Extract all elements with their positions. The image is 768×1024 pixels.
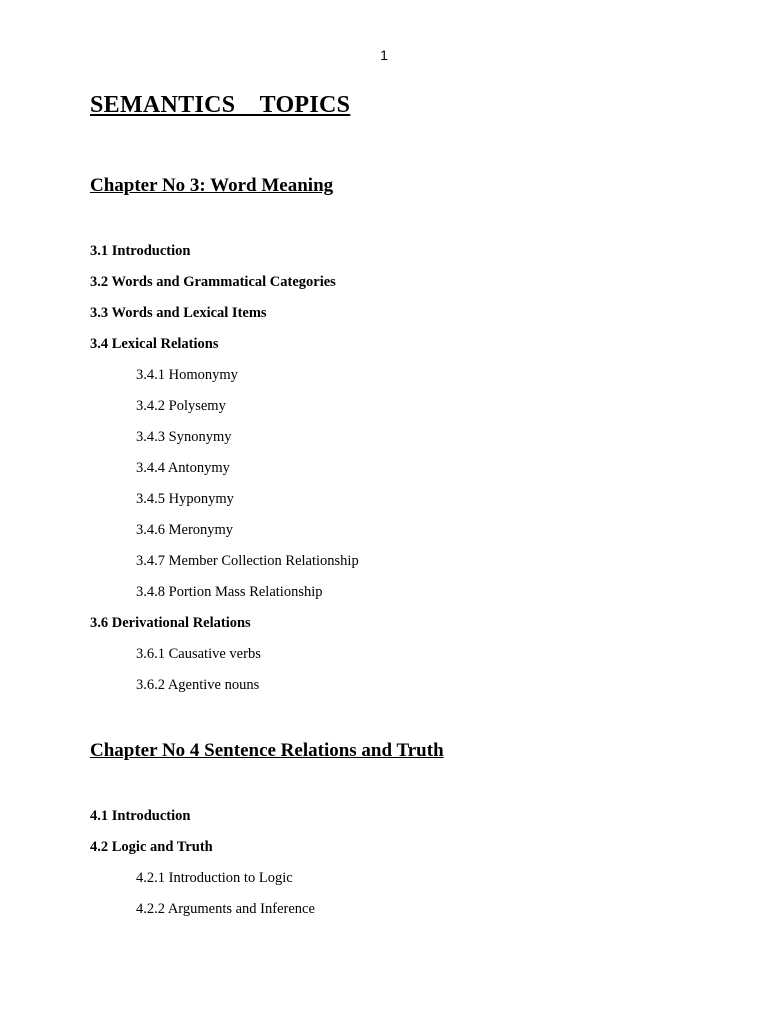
toc-section: 3.6 Derivational Relations [90,615,251,631]
toc-subsection: 3.4.1 Homonymy [136,367,238,383]
chapter-heading: Chapter No 4 Sentence Relations and Truth [90,740,444,761]
toc-section: 3.1 Introduction [90,243,191,259]
toc-subsection: 3.4.4 Antonymy [136,460,230,476]
document-title: SEMANTICS TOPICS [90,92,351,118]
toc-subsection: 3.4.3 Synonymy [136,429,232,445]
toc-subsection: 4.2.2 Arguments and Inference [136,901,315,917]
toc-section: 3.4 Lexical Relations [90,336,219,352]
page-number: 1 [380,47,388,63]
toc-section: 3.3 Words and Lexical Items [90,305,267,321]
toc-subsection: 3.4.8 Portion Mass Relationship [136,584,323,600]
toc-section: 4.2 Logic and Truth [90,839,213,855]
toc-subsection: 3.6.1 Causative verbs [136,646,261,662]
toc-subsection: 3.4.5 Hyponymy [136,491,234,507]
toc-subsection: 3.4.2 Polysemy [136,398,226,414]
toc-subsection: 3.4.7 Member Collection Relationship [136,553,359,569]
chapter-heading: Chapter No 3: Word Meaning [90,175,334,196]
toc-section: 4.1 Introduction [90,808,191,824]
toc-subsection: 4.2.1 Introduction to Logic [136,870,293,886]
toc-subsection: 3.6.2 Agentive nouns [136,677,260,693]
toc-section: 3.2 Words and Grammatical Categories [90,274,336,290]
toc-subsection: 3.4.6 Meronymy [136,522,234,538]
